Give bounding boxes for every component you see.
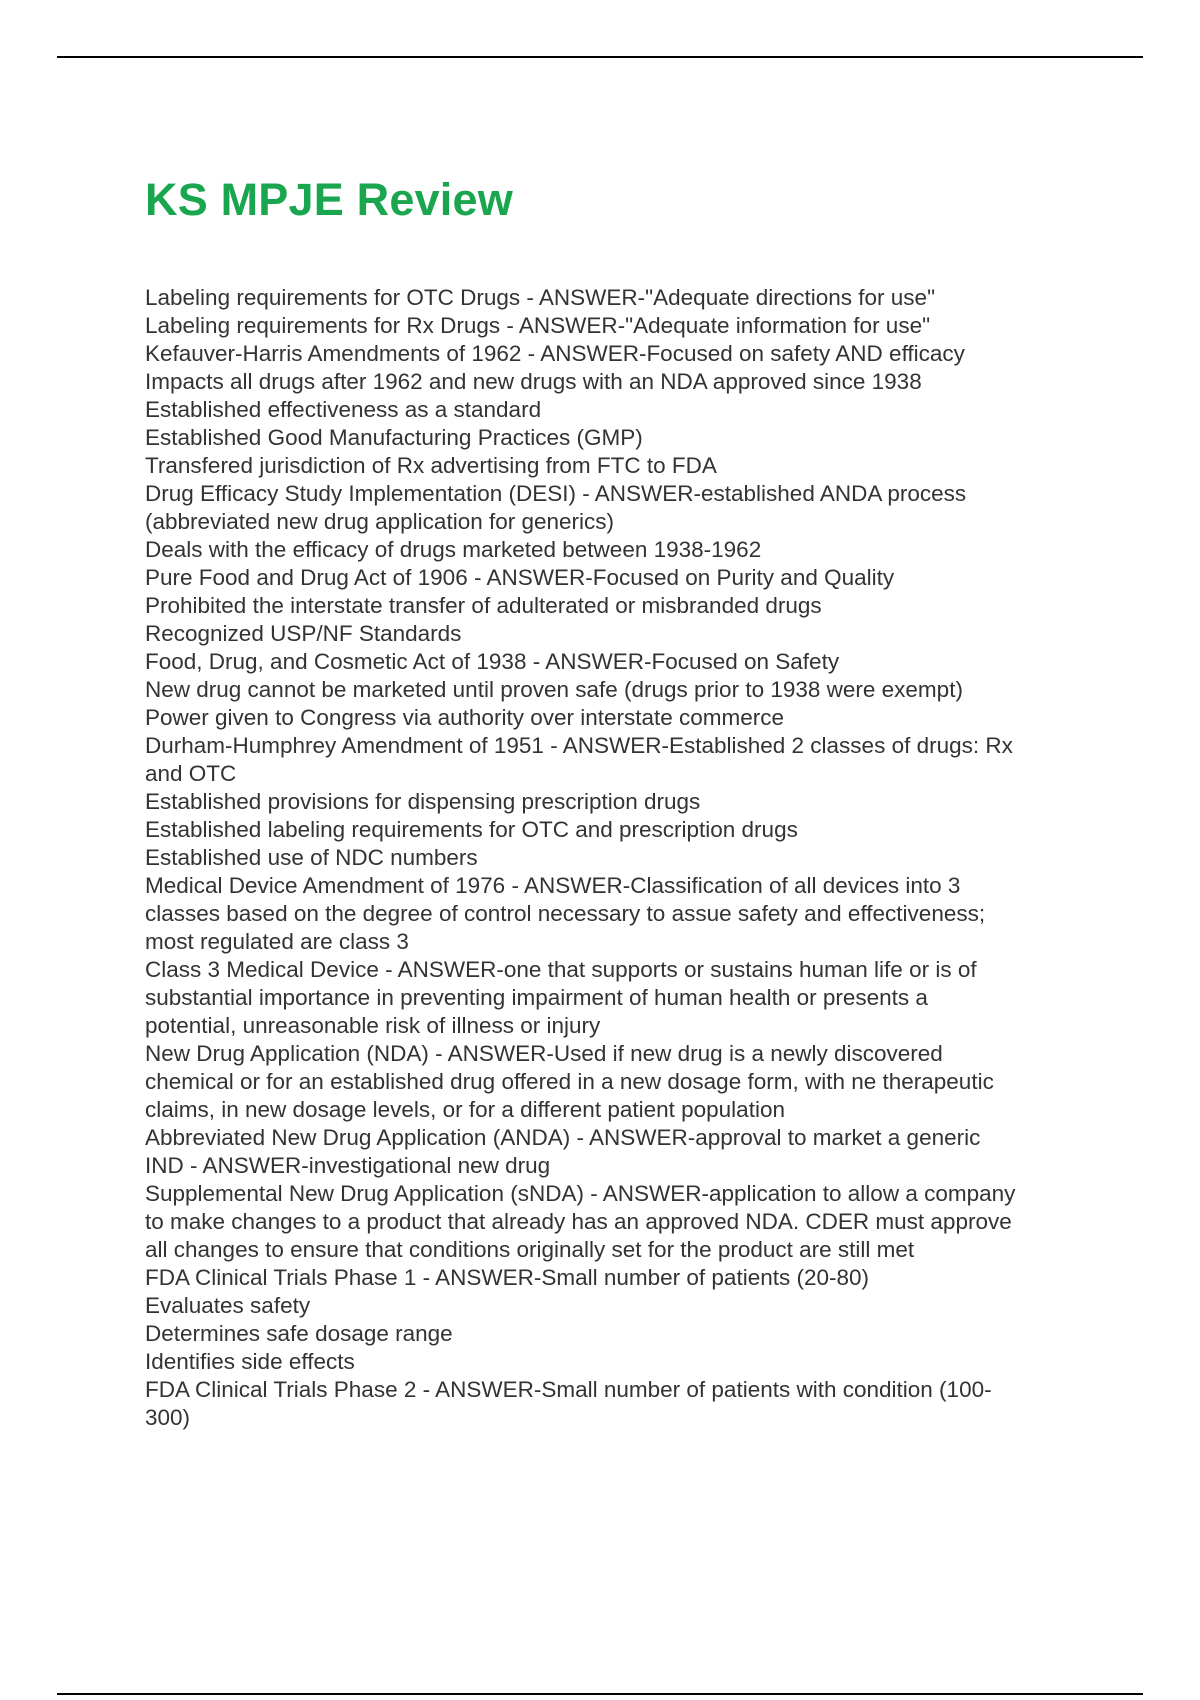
- text-line: substantial importance in preventing impairment of human health or presents a: [145, 985, 928, 1010]
- text-line: Durham-Humphrey Amendment of 1951 - ANSWER-Established 2 classes of drugs: Rx: [145, 733, 1013, 758]
- text-line: Labeling requirements for Rx Drugs - ANSWER-"Adequate information for use": [145, 313, 931, 338]
- text-line: Established effectiveness as a standard: [145, 397, 542, 422]
- text-line: classes based on the degree of control necessary to assue safety and effectiveness;: [145, 901, 986, 926]
- text-line: Deals with the efficacy of drugs marketed between 1938-1962: [145, 537, 762, 562]
- text-line: Abbreviated New Drug Application (ANDA) - ANSWER-approval to market a generic: [145, 1125, 981, 1150]
- text-line: Transfered jurisdiction of Rx advertising from FTC to FDA: [145, 453, 717, 478]
- text-line: chemical or for an established drug offered in a new dosage form, with ne therapeutic: [145, 1069, 994, 1094]
- text-line: potential, unreasonable risk of illness or injury: [145, 1013, 601, 1038]
- text-line: Established Good Manufacturing Practices (GMP): [145, 425, 643, 450]
- text-line: Recognized USP/NF Standards: [145, 621, 462, 646]
- text-line: claims, in new dosage levels, or for a different patient population: [145, 1097, 785, 1122]
- bottom-rule: [57, 1693, 1143, 1695]
- text-line: Impacts all drugs after 1962 and new drugs with an NDA approved since 1938: [145, 369, 922, 394]
- text-line: Evaluates safety: [145, 1293, 311, 1318]
- text-line: Identifies side effects: [145, 1349, 355, 1374]
- text-line: FDA Clinical Trials Phase 1 - ANSWER-Small number of patients (20-80): [145, 1265, 870, 1290]
- text-line: Power given to Congress via authority over interstate commerce: [145, 705, 785, 730]
- text-line: Established provisions for dispensing prescription drugs: [145, 789, 701, 814]
- text-line: Medical Device Amendment of 1976 - ANSWER-Classification of all devices into 3: [145, 873, 961, 898]
- text-line: Kefauver-Harris Amendments of 1962 - ANSWER-Focused on safety AND efficacy: [145, 341, 965, 366]
- text-line: to make changes to a product that already has an approved NDA. CDER must approve: [145, 1209, 1012, 1234]
- text-line: IND - ANSWER-investigational new drug: [145, 1153, 551, 1178]
- text-line: 300): [145, 1405, 191, 1430]
- text-line: and OTC: [145, 761, 237, 786]
- text-line: Prohibited the interstate transfer of adulterated or misbranded drugs: [145, 593, 822, 618]
- text-line: Established use of NDC numbers: [145, 845, 478, 870]
- text-line: New drug cannot be marketed until proven safe (drugs prior to 1938 were exempt): [145, 677, 963, 702]
- text-line: Class 3 Medical Device - ANSWER-one that supports or sustains human life or is of: [145, 957, 977, 982]
- page-title: KS MPJE Review: [145, 174, 513, 225]
- top-rule: [57, 56, 1143, 58]
- text-line: Supplemental New Drug Application (sNDA) - ANSWER-application to allow a company: [145, 1181, 1016, 1206]
- text-line: Established labeling requirements for OTC and prescription drugs: [145, 817, 798, 842]
- text-line: Labeling requirements for OTC Drugs - ANSWER-"Adequate directions for use": [145, 285, 936, 310]
- text-line: FDA Clinical Trials Phase 2 - ANSWER-Small number of patients with condition (100-: [145, 1377, 992, 1402]
- text-line: most regulated are class 3: [145, 929, 409, 954]
- text-line: Pure Food and Drug Act of 1906 - ANSWER-Focused on Purity and Quality: [145, 565, 895, 590]
- text-line: Determines safe dosage range: [145, 1321, 453, 1346]
- text-line: New Drug Application (NDA) - ANSWER-Used if new drug is a newly discovered: [145, 1041, 943, 1066]
- text-line: all changes to ensure that conditions originally set for the product are still met: [145, 1237, 915, 1262]
- text-line: Food, Drug, and Cosmetic Act of 1938 - ANSWER-Focused on Safety: [145, 649, 840, 674]
- document-body: [145, 284, 1085, 1432]
- text-line: (abbreviated new drug application for generics): [145, 509, 615, 534]
- text-line: Drug Efficacy Study Implementation (DESI) - ANSWER-established ANDA process: [145, 481, 967, 506]
